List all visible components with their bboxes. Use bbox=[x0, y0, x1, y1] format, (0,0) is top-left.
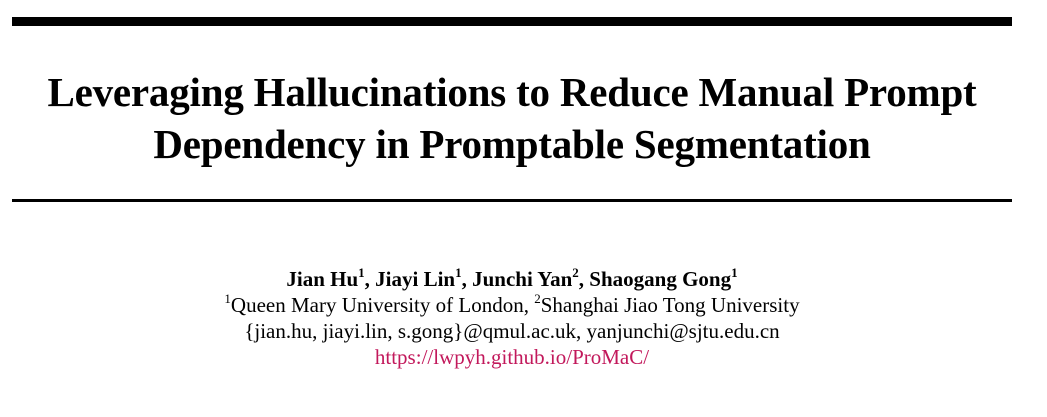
title-line-1: Leveraging Hallucinations to Reduce Manual Prompt bbox=[47, 69, 977, 115]
affiliation-list bbox=[0, 292, 1024, 318]
author-affiliation-mark: 2 bbox=[572, 265, 579, 280]
author-name: Jiayi Lin bbox=[375, 267, 456, 291]
author-name: Jian Hu bbox=[286, 267, 359, 291]
affiliation-number: 2 bbox=[534, 291, 541, 306]
author-name: Shaogang Gong bbox=[589, 267, 732, 291]
affiliation-separator: , bbox=[523, 293, 535, 317]
author-list bbox=[0, 266, 1024, 292]
affiliation-name: Queen Mary University of London bbox=[230, 293, 524, 317]
author-affiliation-mark: 1 bbox=[455, 265, 462, 280]
project-link[interactable]: https://lwpyh.github.io/ProMaC/ bbox=[374, 345, 650, 369]
author-separator: , bbox=[461, 267, 473, 291]
author-separator: , bbox=[578, 267, 590, 291]
author-separator: , bbox=[364, 267, 376, 291]
bottom-rule bbox=[12, 199, 1012, 202]
paper-title bbox=[0, 66, 1024, 170]
affiliation-name: Shanghai Jiao Tong University bbox=[540, 293, 800, 317]
author-affiliation-mark: 1 bbox=[731, 265, 738, 280]
author-affiliation-mark: 1 bbox=[358, 265, 365, 280]
title-line-2: Dependency in Promptable Segmentation bbox=[153, 121, 871, 167]
top-rule bbox=[12, 17, 1012, 26]
author-block bbox=[0, 266, 1024, 370]
author-emails: {jian.hu, jiayi.lin, s.gong}@qmul.ac.uk, yanjunchi@sjtu.edu.cn bbox=[244, 319, 780, 343]
affiliation-number: 1 bbox=[224, 291, 231, 306]
author-name: Junchi Yan bbox=[472, 267, 573, 291]
